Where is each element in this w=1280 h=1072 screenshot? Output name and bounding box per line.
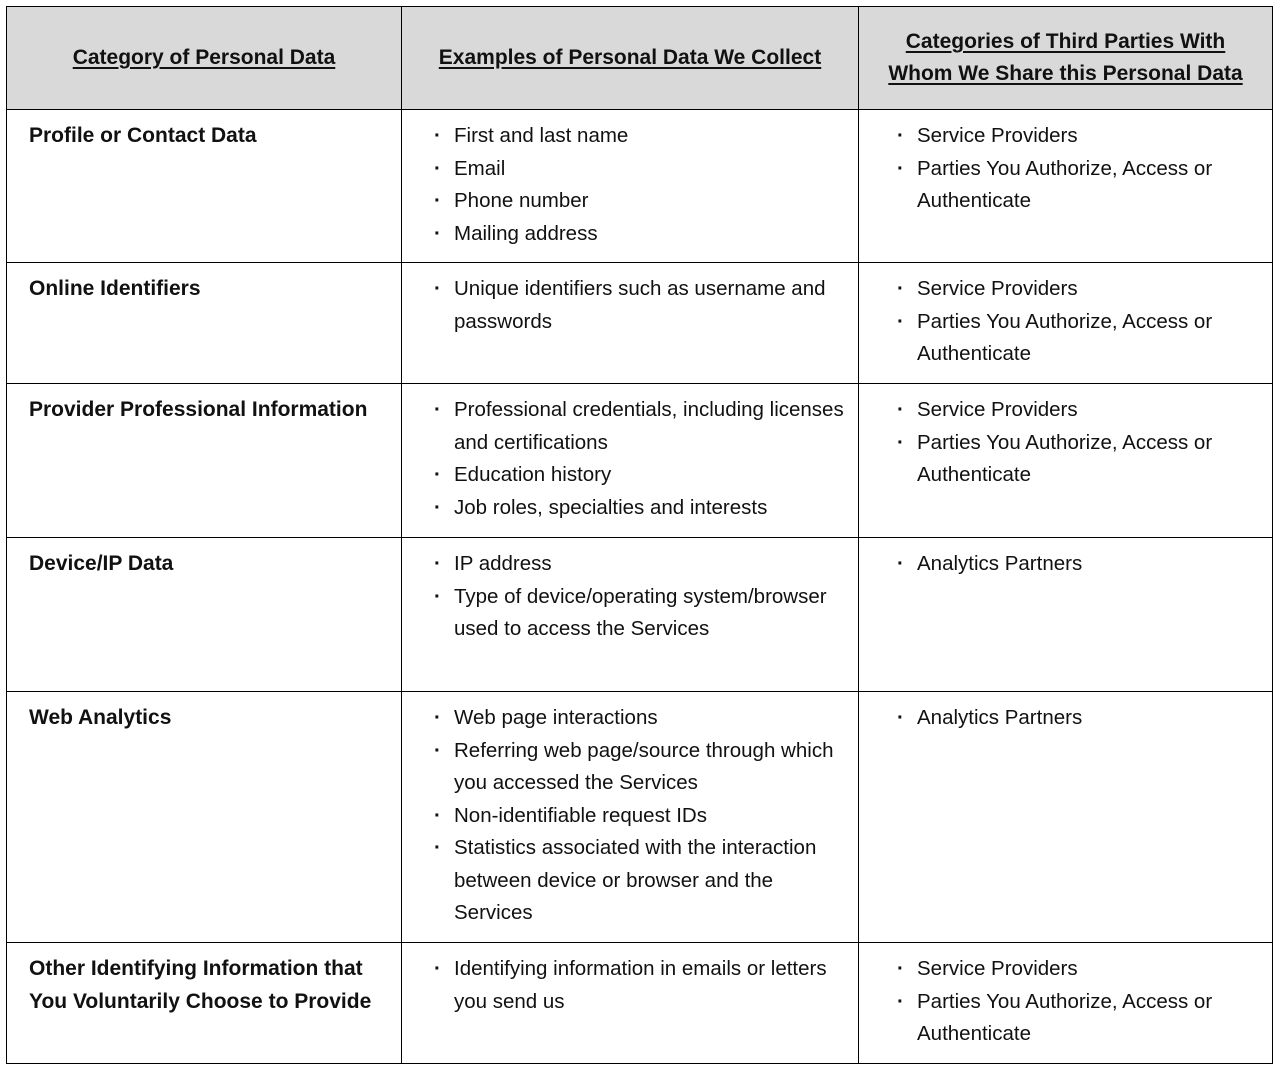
category-cell: Online Identifiers [7, 263, 402, 384]
list-item: · Parties You Authorize, Access or Authenticate [897, 153, 1262, 218]
list-item: · IP address [434, 548, 848, 581]
list-item: · Professional credentials, including licenses and certifications [434, 394, 848, 459]
list-item: · Service Providers [897, 953, 1262, 986]
third-parties-cell [859, 110, 1273, 263]
examples-cell [402, 943, 859, 1064]
third-parties-cell [859, 943, 1273, 1064]
category-cell: Provider Professional Information [7, 384, 402, 538]
list-item: · Identifying information in emails or letters you send us [434, 953, 848, 1018]
list-item: · Non-identifiable request IDs [434, 800, 848, 833]
list-item: · Service Providers [897, 394, 1262, 427]
header-third-parties [859, 7, 1273, 110]
header-category-label: Category of Personal Data [72, 46, 336, 69]
header-examples [402, 7, 859, 110]
list-item: · Education history [434, 459, 848, 492]
examples-cell [402, 110, 859, 263]
examples-list [434, 120, 848, 250]
table-header-row [7, 7, 1273, 110]
examples-list [434, 702, 848, 930]
list-item: · Parties You Authorize, Access or Authenticate [897, 427, 1262, 492]
list-item: · Phone number [434, 185, 848, 218]
examples-cell [402, 263, 859, 384]
table-row [7, 263, 1273, 384]
examples-cell [402, 384, 859, 538]
third-parties-list [897, 120, 1262, 218]
list-item: · Type of device/operating system/browser used to access the Services [434, 581, 848, 646]
examples-list [434, 548, 848, 646]
third-parties-list [897, 702, 1262, 735]
list-item: · Parties You Authorize, Access or Authenticate [897, 306, 1262, 371]
category-cell: Web Analytics [7, 692, 402, 943]
third-parties-cell [859, 538, 1273, 692]
third-parties-list [897, 548, 1262, 581]
list-item: · Service Providers [897, 120, 1262, 153]
personal-data-table [6, 6, 1273, 1064]
list-item: · Service Providers [897, 273, 1262, 306]
table-row [7, 692, 1273, 943]
examples-list [434, 953, 848, 1018]
third-parties-list [897, 273, 1262, 371]
category-cell: Other Identifying Information that You Voluntarily Choose to Provide [7, 943, 402, 1064]
third-parties-list [897, 953, 1262, 1051]
table-row [7, 943, 1273, 1064]
list-item: · Unique identifiers such as username and passwords [434, 273, 848, 338]
category-cell: Device/IP Data [7, 538, 402, 692]
list-item: · Job roles, specialties and interests [434, 492, 848, 525]
header-category [7, 7, 402, 110]
list-item: · Parties You Authorize, Access or Authenticate [897, 986, 1262, 1051]
list-item: · Referring web page/source through which you accessed the Services [434, 735, 848, 800]
examples-cell [402, 692, 859, 943]
third-parties-list [897, 394, 1262, 492]
list-item: · Analytics Partners [897, 548, 1262, 581]
table-row [7, 110, 1273, 263]
list-item: · Web page interactions [434, 702, 848, 735]
examples-list [434, 273, 848, 338]
category-cell: Profile or Contact Data [7, 110, 402, 263]
header-examples-label: Examples of Personal Data We Collect [438, 46, 822, 69]
list-item: · Email [434, 153, 848, 186]
header-third-parties-label: Categories of Third Parties With Whom We Share this Personal Data [888, 30, 1243, 85]
table-row [7, 384, 1273, 538]
third-parties-cell [859, 263, 1273, 384]
list-item: · First and last name [434, 120, 848, 153]
table-row [7, 538, 1273, 692]
list-item: · Analytics Partners [897, 702, 1262, 735]
list-item: · Mailing address [434, 218, 848, 251]
third-parties-cell [859, 692, 1273, 943]
list-item: · Statistics associated with the interaction between device or browser and the Services [434, 832, 848, 930]
examples-list [434, 394, 848, 524]
third-parties-cell [859, 384, 1273, 538]
examples-cell [402, 538, 859, 692]
